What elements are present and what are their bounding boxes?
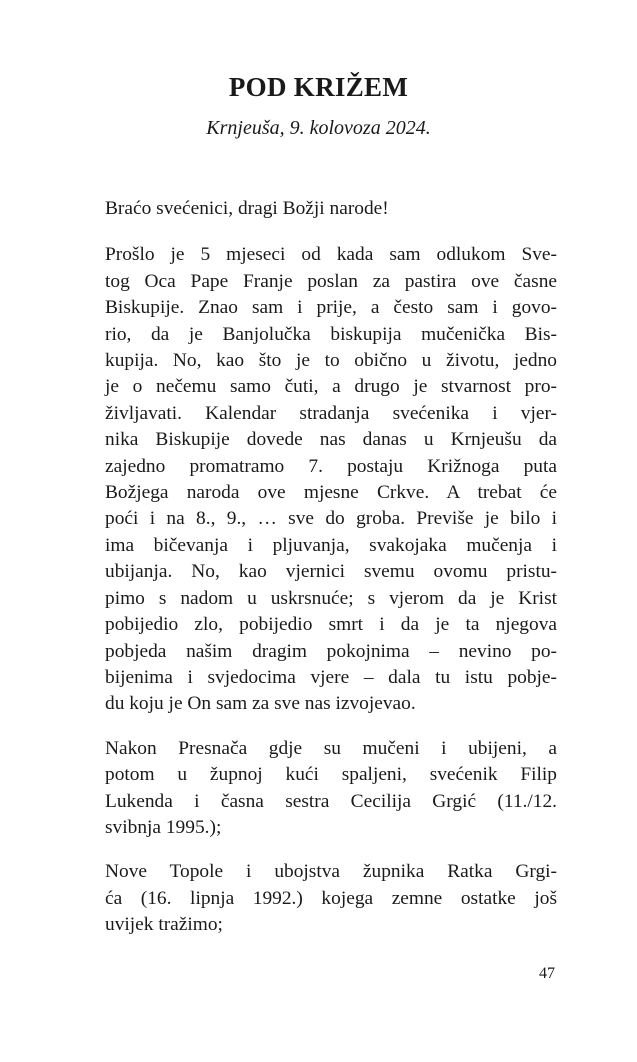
text-line: potom u župnoj kući spaljeni, svećenik Filip [105,764,557,786]
text-line: zajedno promatramo 7. postaju Križnoga puta [105,455,557,477]
text-line: du koju je On sam za sve nas izvojevao. [105,693,416,715]
paragraph-intro [105,242,557,717]
text-line: svibnja 1995.); [105,816,222,838]
text-line: Prošlo je 5 mjeseci od kada sam odlukom Sve- [105,244,557,266]
text-line: tog Oca Pape Franje poslan za pastira ove časne [105,270,557,292]
body-text [105,196,557,957]
text-line: pimo s nadom u uskrsnuće; s vjerom da je Krist [105,587,557,609]
text-line: Nakon Presnača gdje su mučeni i ubijeni, a [105,737,557,759]
page-number: 47 [539,965,555,982]
text-line: ubijanja. No, kao vjernici svemu ovomu pristu- [105,561,557,583]
paragraph-greeting [105,196,557,222]
text-line: poći i na 8., 9., … sve do groba. Previše je bilo i [105,508,557,530]
text-line: pobjeda našim dragim pokojnima – nevino po- [105,640,557,662]
text-line: uvijek tražimo; [105,914,223,936]
text-line: kupija. No, kao što je to obično u životu, jedno [105,350,557,372]
text-line: nika Biskupije dovede nas danas u Krnjeušu da [105,429,557,451]
text-line: ća (16. lipnja 1992.) kojega zemne ostatke još [105,887,557,909]
paragraph-presnace [105,736,557,842]
text-line: Nove Topole i ubojstva župnika Ratka Grgi- [105,861,557,883]
text-line: bijenima i svjedocima vjere – dala tu istu pobje- [105,666,557,688]
text-line: pobijedio zlo, pobijedio smrt i da je ta njegova [105,614,557,636]
text-line: Lukenda i časna sestra Cecilija Grgić (11./12. [105,790,557,812]
text-line: je o nečemu samo čuti, a drugo je stvarnost pro- [105,376,557,398]
text-line: rio, da je Banjolučka biskupija mučenička Bis- [105,323,557,345]
page-title: POD KRIŽEM [228,72,409,102]
text-line: Božjega naroda ove mjesne Crkve. A trebat će [105,482,557,504]
page-subtitle: Krnjeuša, 9. kolovoza 2024. [206,117,431,139]
text-line: Biskupije. Znao sam i prije, a često sam i govo- [105,297,557,319]
paragraph-nove-topole [105,859,557,938]
text-line: ima bičevanja i pljuvanja, svakojaka mučenja i [105,534,557,556]
text-line: življavati. Kalendar stradanja svećenika i vjer- [105,402,557,424]
text-line: Braćo svećenici, dragi Božji narode! [105,198,389,219]
